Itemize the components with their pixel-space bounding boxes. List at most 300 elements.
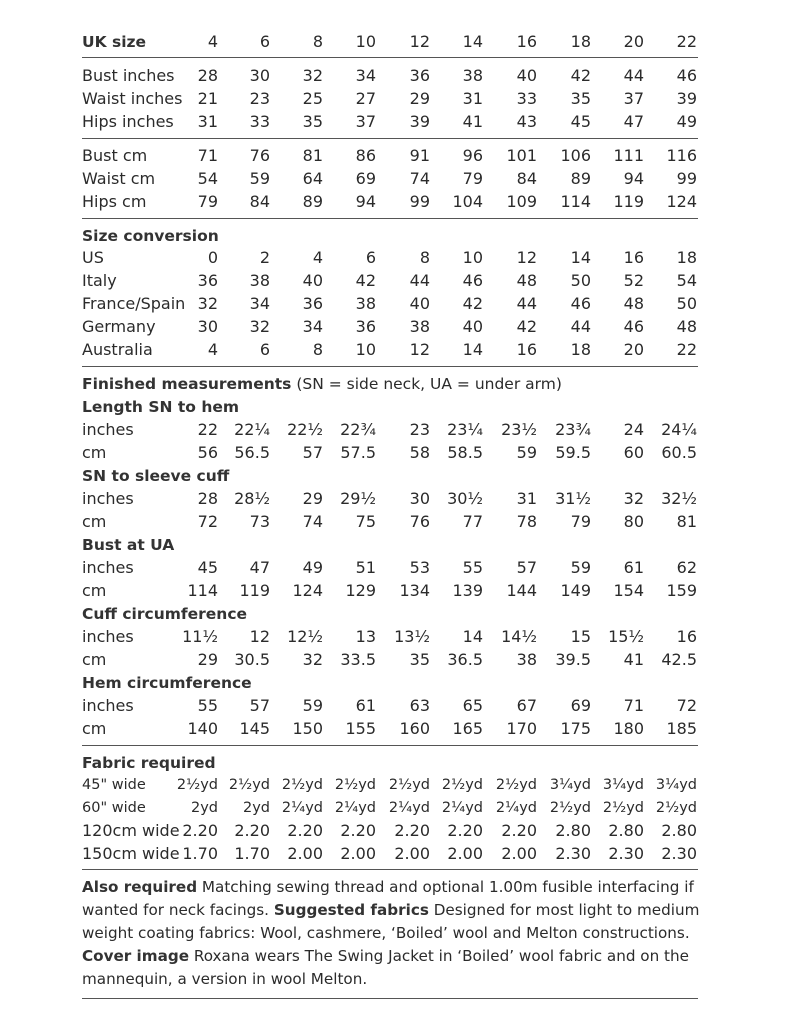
notes-paragraph [82,876,702,991]
fabric-3-label: 150cm wide [82,844,180,863]
cell-size-col-1: 72 [197,512,218,531]
body-inches-0-label: Bust inches [82,66,175,85]
cell-size-col-6: 65 [462,696,483,715]
cell-size-col-5: 30 [409,489,430,508]
size-conversion-2-row [82,293,698,315]
cell-size-col-4: 34 [355,66,376,85]
cell-size-col-7: 67 [516,696,537,715]
cell-size-col-6: 58.5 [447,443,483,462]
cell-size-col-6: 14 [462,32,483,51]
cell-size-col-8: 15 [570,627,591,646]
cell-size-col-9: 2½yd [602,800,644,816]
cell-size-col-10: 99 [676,169,697,188]
cell-size-col-8: 59.5 [555,443,591,462]
cell-size-col-7: 2½yd [495,777,537,793]
finished-group-2-inches-label: inches [82,558,134,577]
cell-size-col-8: 45 [570,112,591,131]
divider-bottom [82,998,698,999]
cell-size-col-7: 33 [516,89,537,108]
cell-size-col-6: 41 [462,112,483,131]
cell-size-col-8: 69 [570,696,591,715]
cell-size-col-2: 47 [249,558,270,577]
cell-size-col-2: 2yd [242,800,270,816]
finished-group-4-cm-label: cm [82,719,107,738]
fabric-required-heading [82,752,216,774]
cell-size-col-9: 32 [623,489,644,508]
cell-size-col-10: 48 [676,317,697,336]
cell-size-col-5: 40 [409,294,430,313]
cell-size-col-10: 2½yd [655,800,697,816]
finished-group-0-heading [82,396,239,418]
cell-size-col-6: 36.5 [447,650,483,669]
finished-group-0-heading-text: Length SN to hem [82,398,240,416]
cell-size-col-2: 32 [249,317,270,336]
cell-size-col-9: 94 [623,169,644,188]
cell-size-col-10: 81 [676,512,697,531]
finished-group-0-cm-label: cm [82,443,107,462]
cell-size-col-4: 10 [355,32,376,51]
cell-size-col-6: 46 [462,271,483,290]
finished-group-0-inches-row [82,419,698,441]
cell-size-col-1: 55 [197,696,218,715]
body-inches-2-label: Hips inches [82,112,174,131]
cell-size-col-10: 124 [666,192,697,211]
cell-size-col-10: 46 [676,66,697,85]
note-2-heading: Cover image [82,947,190,965]
cell-size-col-6: 38 [462,66,483,85]
cell-size-col-4: 36 [355,317,376,336]
cell-size-col-7: 12 [516,248,537,267]
cell-size-col-10: 42.5 [661,650,697,669]
cell-size-col-6: 77 [462,512,483,531]
fabric-0-label: 45" wide [82,777,146,793]
cell-size-col-10: 22 [676,340,697,359]
cell-size-col-2: 30 [249,66,270,85]
cell-size-col-5: 63 [409,696,430,715]
cell-size-col-8: 14 [570,248,591,267]
cell-size-col-3: 124 [292,581,323,600]
cell-size-col-3: 49 [302,558,323,577]
cell-size-col-9: 3¼yd [602,777,644,793]
cell-size-col-3: 2.00 [287,844,323,863]
cell-size-col-2: 73 [249,512,270,531]
finished-measurements-heading-text: Finished measurements [82,375,292,393]
finished-measurements-note: (SN = side neck, UA = under arm) [291,375,562,393]
cell-size-col-9: 44 [623,66,644,85]
cell-size-col-2: 1.70 [234,844,270,863]
size-conversion-1-label: Italy [82,271,117,290]
finished-measurements-heading [82,373,562,395]
cell-size-col-5: 2.20 [394,821,430,840]
cell-size-col-6: 96 [462,146,483,165]
cell-size-col-9: 24 [623,420,644,439]
cell-size-col-4: 57.5 [340,443,376,462]
cell-size-col-3: 32 [302,650,323,669]
cell-size-col-9: 61 [623,558,644,577]
cell-size-col-10: 62 [676,558,697,577]
cell-size-col-3: 150 [292,719,323,738]
cell-size-col-4: 10 [355,340,376,359]
cell-size-col-1: 28 [197,489,218,508]
divider-after-conversion [82,366,698,367]
cell-size-col-4: 86 [355,146,376,165]
cell-size-col-1: 21 [197,89,218,108]
finished-group-2-inches-row [82,557,698,579]
cell-size-col-5: 99 [409,192,430,211]
cell-size-col-9: 154 [613,581,644,600]
cell-size-col-7: 170 [506,719,537,738]
cell-size-col-7: 40 [516,66,537,85]
cell-size-col-9: 111 [613,146,644,165]
cell-size-col-4: 61 [355,696,376,715]
cell-size-col-5: 12 [409,32,430,51]
body-cm-0-label: Bust cm [82,146,148,165]
cell-size-col-9: 119 [613,192,644,211]
cell-size-col-6: 55 [462,558,483,577]
cell-size-col-2: 2½yd [228,777,270,793]
cell-size-col-9: 71 [623,696,644,715]
body-inches-1-label: Waist inches [82,89,183,108]
cell-size-col-2: 76 [249,146,270,165]
finished-group-2-cm-label: cm [82,581,107,600]
cell-size-col-2: 56.5 [234,443,270,462]
fabric-required-heading-text: Fabric required [82,754,216,772]
cell-size-col-7: 16 [516,32,537,51]
cell-size-col-6: 2½yd [441,777,483,793]
cell-size-col-2: 6 [259,340,270,359]
finished-group-3-inches-label: inches [82,627,134,646]
size-conversion-heading-text: Size conversion [82,227,219,245]
cell-size-col-2: 2.20 [234,821,270,840]
finished-group-0-cm-row [82,442,698,464]
cell-size-col-1: 2.20 [182,821,218,840]
cell-size-col-5: 53 [409,558,430,577]
cell-size-col-5: 35 [409,650,430,669]
cell-size-col-10: 2.80 [661,821,697,840]
cell-size-col-9: 15½ [608,627,644,646]
cell-size-col-4: 51 [355,558,376,577]
finished-group-1-heading-text: SN to sleeve cuff [82,467,230,485]
cell-size-col-9: 48 [623,294,644,313]
cell-size-col-10: 32½ [661,489,697,508]
divider-after-fabric [82,869,698,870]
finished-group-1-cm-label: cm [82,512,107,531]
cell-size-col-2: 57 [249,696,270,715]
divider-after-uk-size [82,57,698,58]
cell-size-col-9: 2.80 [608,821,644,840]
cell-size-col-9: 46 [623,317,644,336]
cell-size-col-6: 165 [452,719,483,738]
cell-size-col-4: 13 [355,627,376,646]
divider-after-finished [82,745,698,746]
fabric-3-row [82,843,698,865]
cell-size-col-4: 29½ [340,489,376,508]
body-cm-2-label: Hips cm [82,192,147,211]
cell-size-col-6: 2.00 [447,844,483,863]
note-0-heading: Also required [82,878,198,896]
cell-size-col-1: 1.70 [182,844,218,863]
finished-group-4-inches-row [82,695,698,717]
cell-size-col-7: 44 [516,294,537,313]
cell-size-col-1: 79 [197,192,218,211]
cell-size-col-4: 33.5 [340,650,376,669]
cell-size-col-1: 2½yd [176,777,218,793]
cell-size-col-10: 22 [676,32,697,51]
note-1-heading: Suggested fabrics [273,901,429,919]
finished-group-2-heading-text: Bust at UA [82,536,175,554]
cell-size-col-6: 14 [462,340,483,359]
cell-size-col-4: 2½yd [334,777,376,793]
cell-size-col-2: 59 [249,169,270,188]
cell-size-col-7: 23½ [501,420,537,439]
finished-group-1-inches-row [82,488,698,510]
cell-size-col-6: 2¼yd [441,800,483,816]
cell-size-col-10: 39 [676,89,697,108]
cell-size-col-4: 2.20 [340,821,376,840]
cell-size-col-6: 30½ [447,489,483,508]
cell-size-col-8: 106 [560,146,591,165]
cell-size-col-8: 44 [570,317,591,336]
fabric-2-row [82,820,698,842]
uk-size-label: UK size [82,33,147,51]
cell-size-col-8: 2½yd [549,800,591,816]
cell-size-col-8: 175 [560,719,591,738]
cell-size-col-6: 2.20 [447,821,483,840]
cell-size-col-2: 38 [249,271,270,290]
cell-size-col-7: 31 [516,489,537,508]
cell-size-col-6: 14 [462,627,483,646]
cell-size-col-1: 28 [197,66,218,85]
cell-size-col-7: 59 [516,443,537,462]
cell-size-col-9: 37 [623,89,644,108]
cell-size-col-5: 2½yd [388,777,430,793]
cell-size-col-5: 74 [409,169,430,188]
cell-size-col-10: 2.30 [661,844,697,863]
cell-size-col-4: 2.00 [340,844,376,863]
cell-size-col-1: 32 [197,294,218,313]
cell-size-col-8: 3¼yd [549,777,591,793]
size-conversion-0-label: US [82,248,104,267]
cell-size-col-5: 39 [409,112,430,131]
cell-size-col-9: 41 [623,650,644,669]
cell-size-col-6: 104 [452,192,483,211]
cell-size-col-8: 23¾ [555,420,591,439]
cell-size-col-6: 79 [462,169,483,188]
cell-size-col-2: 28½ [234,489,270,508]
finished-group-3-cm-row [82,649,698,671]
cell-size-col-3: 22½ [287,420,323,439]
cell-size-col-1: 71 [197,146,218,165]
cell-size-col-1: 2yd [190,800,218,816]
cell-size-col-7: 2.20 [501,821,537,840]
cell-size-col-4: 94 [355,192,376,211]
cell-size-col-6: 10 [462,248,483,267]
cell-size-col-7: 2¼yd [495,800,537,816]
note-2-text: Roxana wears The Swing Jacket in ‘Boiled’ wool fabric and on the mannequin, a version in wool Melton. [82,947,689,988]
cell-size-col-9: 52 [623,271,644,290]
cell-size-col-3: 29 [302,489,323,508]
cell-size-col-9: 16 [623,248,644,267]
cell-size-col-3: 81 [302,146,323,165]
cell-size-col-8: 18 [570,340,591,359]
cell-size-col-7: 101 [506,146,537,165]
cell-size-col-4: 6 [365,248,376,267]
cell-size-col-3: 36 [302,294,323,313]
finished-group-4-heading-text: Hem circumference [82,674,252,692]
cell-size-col-1: 30 [197,317,218,336]
finished-group-4-heading [82,672,252,694]
cell-size-col-9: 2.30 [608,844,644,863]
cell-size-col-1: 0 [207,248,218,267]
fabric-1-row [82,797,698,819]
cell-size-col-4: 69 [355,169,376,188]
cell-size-col-6: 139 [452,581,483,600]
cell-size-col-2: 84 [249,192,270,211]
cell-size-col-5: 160 [399,719,430,738]
cell-size-col-1: 4 [207,340,218,359]
cell-size-col-9: 20 [623,32,644,51]
size-conversion-2-label: France/Spain [82,294,186,313]
cell-size-col-7: 109 [506,192,537,211]
finished-group-4-cm-row [82,718,698,740]
cell-size-col-1: 11½ [182,627,218,646]
note-1-text: Designed for most light to medium weight coating fabrics: Wool, cashmere, ‘Boiled’ wool and Melton constructions. [82,901,700,942]
cell-size-col-10: 116 [666,146,697,165]
cell-size-col-10: 3¼yd [655,777,697,793]
cell-size-col-9: 60 [623,443,644,462]
cell-size-col-1: 31 [197,112,218,131]
cell-size-col-10: 50 [676,294,697,313]
cell-size-col-3: 57 [302,443,323,462]
divider-after-cm [82,218,698,219]
cell-size-col-7: 38 [516,650,537,669]
cell-size-col-7: 14½ [501,627,537,646]
cell-size-col-3: 74 [302,512,323,531]
cell-size-col-9: 80 [623,512,644,531]
cell-size-col-5: 44 [409,271,430,290]
cell-size-col-7: 144 [506,581,537,600]
cell-size-col-8: 50 [570,271,591,290]
cell-size-col-10: 18 [676,248,697,267]
finished-group-4-inches-label: inches [82,696,134,715]
cell-size-col-1: 29 [197,650,218,669]
cell-size-col-3: 64 [302,169,323,188]
finished-group-2-heading [82,534,174,556]
cell-size-col-10: 24¼ [661,420,697,439]
cell-size-col-4: 38 [355,294,376,313]
cell-size-col-2: 145 [239,719,270,738]
cell-size-col-5: 13½ [394,627,430,646]
cell-size-col-1: 36 [197,271,218,290]
cell-size-col-3: 8 [312,340,323,359]
cell-size-col-10: 185 [666,719,697,738]
cell-size-col-10: 54 [676,271,697,290]
cell-size-col-4: 37 [355,112,376,131]
cell-size-col-4: 75 [355,512,376,531]
cell-size-col-3: 35 [302,112,323,131]
size-conversion-4-label: Australia [82,340,153,359]
cell-size-col-2: 34 [249,294,270,313]
finished-group-1-heading [82,465,229,487]
cell-size-col-8: 35 [570,89,591,108]
cell-size-col-5: 36 [409,66,430,85]
cell-size-col-2: 30.5 [234,650,270,669]
cell-size-col-7: 43 [516,112,537,131]
cell-size-col-2: 6 [259,32,270,51]
size-conversion-3-label: Germany [82,317,156,336]
cell-size-col-1: 140 [187,719,218,738]
size-conversion-0-row [82,247,698,269]
cell-size-col-2: 22¼ [234,420,270,439]
cell-size-col-2: 12 [249,627,270,646]
uk-size-row [82,31,698,53]
cell-size-col-9: 47 [623,112,644,131]
cell-size-col-3: 25 [302,89,323,108]
body-inches-2-row [82,111,698,133]
cell-size-col-8: 89 [570,169,591,188]
finished-group-3-heading-text: Cuff circumference [82,605,248,623]
finished-group-2-cm-row [82,580,698,602]
finished-group-3-inches-row [82,626,698,648]
cell-size-col-7: 57 [516,558,537,577]
divider-after-inches [82,138,698,139]
body-cm-0-row [82,145,698,167]
body-cm-2-row [82,191,698,213]
finished-group-1-cm-row [82,511,698,533]
cell-size-col-4: 27 [355,89,376,108]
finished-group-0-inches-label: inches [82,420,134,439]
cell-size-col-3: 40 [302,271,323,290]
fabric-0-row [82,774,698,796]
cell-size-col-5: 23 [409,420,430,439]
finished-group-3-cm-label: cm [82,650,107,669]
finished-group-3-heading [82,603,247,625]
cell-size-col-7: 42 [516,317,537,336]
cell-size-col-8: 2.30 [555,844,591,863]
cell-size-col-5: 2¼yd [388,800,430,816]
cell-size-col-3: 8 [312,32,323,51]
cell-size-col-8: 79 [570,512,591,531]
cell-size-col-5: 91 [409,146,430,165]
cell-size-col-6: 23¼ [447,420,483,439]
size-conversion-4-row [82,339,698,361]
cell-size-col-7: 2.00 [501,844,537,863]
cell-size-col-8: 18 [570,32,591,51]
cell-size-col-5: 29 [409,89,430,108]
cell-size-col-2: 33 [249,112,270,131]
cell-size-col-9: 180 [613,719,644,738]
cell-size-col-9: 20 [623,340,644,359]
finished-group-1-inches-label: inches [82,489,134,508]
cell-size-col-1: 45 [197,558,218,577]
cell-size-col-5: 76 [409,512,430,531]
cell-size-col-6: 31 [462,89,483,108]
cell-size-col-4: 155 [345,719,376,738]
cell-size-col-5: 134 [399,581,430,600]
cell-size-col-10: 60.5 [661,443,697,462]
cell-size-col-3: 89 [302,192,323,211]
cell-size-col-1: 56 [197,443,218,462]
cell-size-col-5: 8 [419,248,430,267]
size-conversion-3-row [82,316,698,338]
body-cm-1-label: Waist cm [82,169,156,188]
cell-size-col-3: 12½ [287,627,323,646]
size-conversion-1-row [82,270,698,292]
cell-size-col-8: 2.80 [555,821,591,840]
cell-size-col-7: 78 [516,512,537,531]
cell-size-col-1: 114 [187,581,218,600]
cell-size-col-2: 119 [239,581,270,600]
